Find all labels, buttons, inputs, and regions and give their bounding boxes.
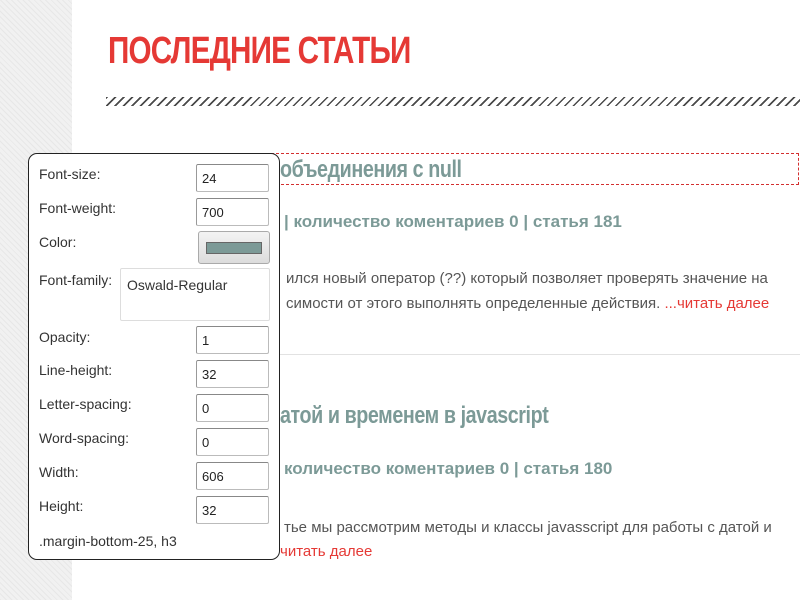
height-label: Height: — [39, 498, 84, 514]
opacity-label: Opacity: — [39, 329, 91, 345]
article-meta-2: количество коментариев 0 | статья 180 — [284, 459, 613, 478]
font-size-input[interactable] — [196, 164, 269, 192]
element-selector-text: .margin-bottom-25, h3 — [39, 533, 177, 549]
line-height-label: Line-height: — [39, 362, 113, 378]
word-spacing-label: Word-spacing: — [39, 430, 130, 446]
read-more-link-1[interactable]: ...читать далее — [664, 295, 770, 312]
width-label: Width: — [39, 464, 79, 480]
article-meta-1: | количество коментариев 0 | статья 181 — [284, 212, 622, 231]
section-title: ПОСЛЕДНИЕ СТАТЬИ — [108, 30, 411, 72]
article-title-1[interactable]: объединения с null — [280, 156, 462, 183]
font-family-label: Font-family: — [39, 272, 113, 288]
color-picker-button[interactable] — [198, 231, 270, 264]
article-excerpt-2-line1: тье мы рассмотрим методы и классы javasscript для работы с датой и — [284, 519, 772, 536]
word-spacing-input[interactable] — [196, 428, 269, 456]
font-weight-label: Font-weight: — [39, 200, 117, 216]
article-excerpt-2-line2 — [280, 539, 372, 564]
opacity-input[interactable] — [196, 326, 269, 354]
line-height-input[interactable] — [196, 360, 269, 388]
font-weight-input[interactable] — [196, 198, 269, 226]
font-size-label: Font-size: — [39, 166, 101, 182]
article-excerpt-1-text: симости от этого выполнять определенные действия. — [286, 295, 665, 312]
letter-spacing-label: Letter-spacing: — [39, 396, 132, 412]
color-swatch — [206, 242, 262, 254]
article-excerpt-1-line2 — [286, 291, 769, 316]
article-title-2[interactable]: атой и временем в javascript — [280, 402, 549, 429]
font-family-field[interactable]: Oswald-Regular — [120, 268, 270, 321]
style-inspector-panel — [28, 153, 280, 560]
height-input[interactable] — [196, 496, 269, 524]
width-input[interactable] — [196, 462, 269, 490]
hatched-divider — [106, 97, 800, 106]
article-excerpt-1-line1: ился новый оператор (??) который позволяет проверять значение на — [286, 270, 768, 287]
read-more-link-2[interactable]: читать далее — [280, 543, 373, 560]
letter-spacing-input[interactable] — [196, 394, 269, 422]
color-label: Color: — [39, 234, 77, 250]
